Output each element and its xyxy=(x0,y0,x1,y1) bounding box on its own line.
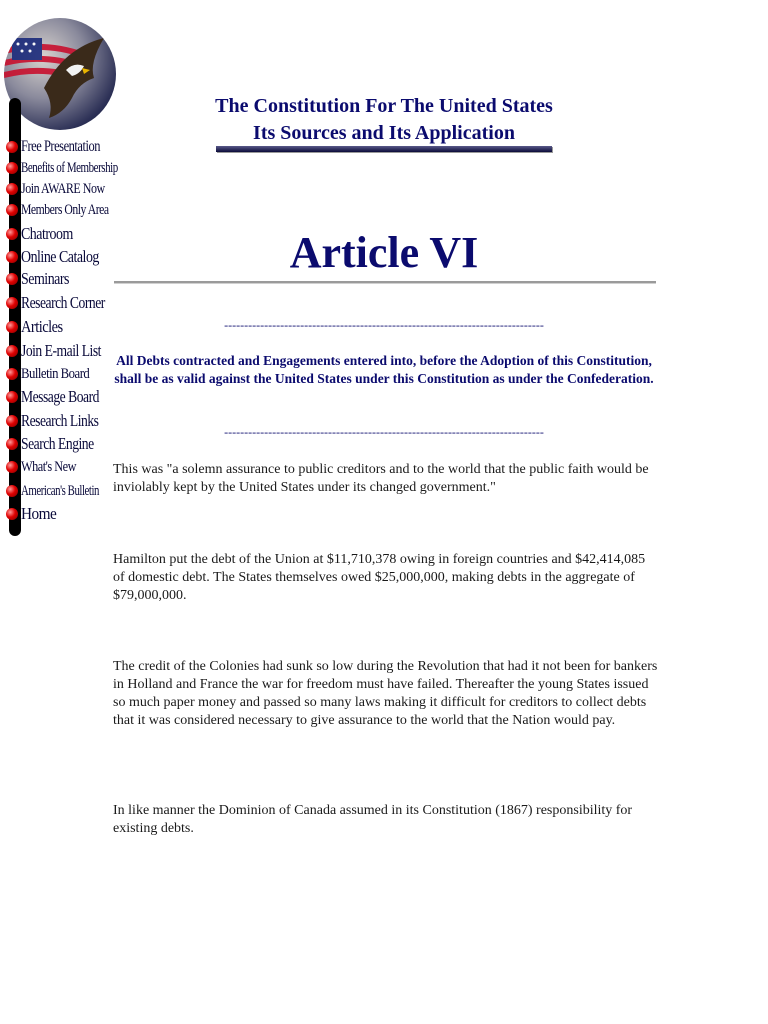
nav-label: Members Only Area xyxy=(21,201,109,218)
nav-item-seminars[interactable] xyxy=(6,268,79,290)
red-bullet-icon xyxy=(6,273,18,285)
nav-item-research-links[interactable] xyxy=(6,410,118,432)
red-bullet-icon xyxy=(6,345,18,357)
nav-item-search-engine[interactable] xyxy=(6,433,112,455)
paragraph-4: In like manner the Dominion of Canada assumed in its Constitution (1867) responsibility for existing debts. xyxy=(113,803,633,836)
nav-label: Search Engine xyxy=(21,434,94,453)
nav-label: Online Catalog xyxy=(21,247,99,266)
red-bullet-icon xyxy=(6,162,18,174)
nav-item-research-corner[interactable] xyxy=(6,292,126,314)
page-title-line2: Its Sources and Its Application xyxy=(253,122,515,144)
dash-separator-bottom: -------------------------------------------------------------------------------- xyxy=(224,425,544,439)
horizontal-divider xyxy=(114,281,656,284)
nav-label: American's Bulletin xyxy=(21,482,100,499)
nav-item-join-aware-now[interactable] xyxy=(6,178,126,200)
nav-item-americans-bulletin[interactable] xyxy=(6,480,129,502)
nav-item-bulletin-board[interactable] xyxy=(6,363,101,385)
nav-item-message-board[interactable] xyxy=(6,386,118,408)
nav-label: Research Links xyxy=(21,411,99,430)
nav-label: Join E-mail List xyxy=(21,341,101,360)
red-bullet-icon xyxy=(6,368,18,380)
nav-label: Free Presentation xyxy=(21,138,101,155)
red-bullet-icon xyxy=(6,228,18,240)
red-bullet-icon xyxy=(6,438,18,450)
nav-item-benefits-of-membership[interactable] xyxy=(6,157,154,179)
red-bullet-icon xyxy=(6,141,18,153)
nav-label: Join AWARE Now xyxy=(21,180,105,197)
red-bullet-icon xyxy=(6,297,18,309)
nav-label: Seminars xyxy=(21,269,69,288)
page-title-line1: The Constitution For The United States xyxy=(215,95,553,117)
red-bullet-icon xyxy=(6,485,18,497)
nav-label: Chatroom xyxy=(21,224,73,243)
nav-label: What's New xyxy=(21,458,77,475)
red-bullet-icon xyxy=(6,183,18,195)
nav-label: Home xyxy=(21,504,57,523)
nav-label: Research Corner xyxy=(21,293,105,312)
nav-item-members-only-area[interactable] xyxy=(6,199,133,221)
nav-item-online-catalog[interactable] xyxy=(6,246,116,268)
red-bullet-icon xyxy=(6,461,18,473)
dash-separator-top: -------------------------------------------------------------------------------- xyxy=(224,318,544,332)
article-quote: All Debts contracted and Engagements entered into, before the Adoption of this Constitution, shall be as valid against the United States under this Constitution as under the Confederation. xyxy=(114,353,654,386)
nav-item-free-presentation[interactable] xyxy=(6,136,122,158)
red-bullet-icon xyxy=(6,415,18,427)
red-bullet-icon xyxy=(6,321,18,333)
red-bullet-icon xyxy=(6,204,18,216)
nav-label: Benefits of Membership xyxy=(21,159,118,176)
paragraph-3: The credit of the Colonies had sunk so low during the Revolution that had it not been for bankers in Holland and France the war for freedom must have failed. Thereafter the young States issued so much paper money and passed so many laws making it difficult for creditors to collect debts that it was considered necessary to give assurance to the world that the Nation would pay. xyxy=(113,659,658,728)
nav-label: Articles xyxy=(21,317,63,336)
red-bullet-icon xyxy=(6,508,18,520)
nav-item-articles[interactable] xyxy=(6,316,70,338)
title-underline-bar xyxy=(216,146,552,152)
paragraph-1: This was "a solemn assurance to public creditors and to the world that the public faith would be inviolably kept by the United States under its changed government." xyxy=(113,462,649,495)
nav-label: Message Board xyxy=(21,387,99,406)
paragraph-2: Hamilton put the debt of the Union at $11,710,378 owing in foreign countries and $42,414,085 of domestic debt. The States themselves owed $25,000,000, making debts in the aggregate of $79,000,000. xyxy=(113,552,646,603)
nav-item-whats-new[interactable] xyxy=(6,456,88,478)
red-bullet-icon xyxy=(6,391,18,403)
nav-label: Bulletin Board xyxy=(21,365,90,382)
nav-item-home[interactable] xyxy=(6,503,60,525)
article-heading: Article VI xyxy=(289,228,479,277)
nav-item-join-email-list[interactable] xyxy=(6,340,121,362)
red-bullet-icon xyxy=(6,251,18,263)
nav-item-chatroom[interactable] xyxy=(6,223,84,245)
